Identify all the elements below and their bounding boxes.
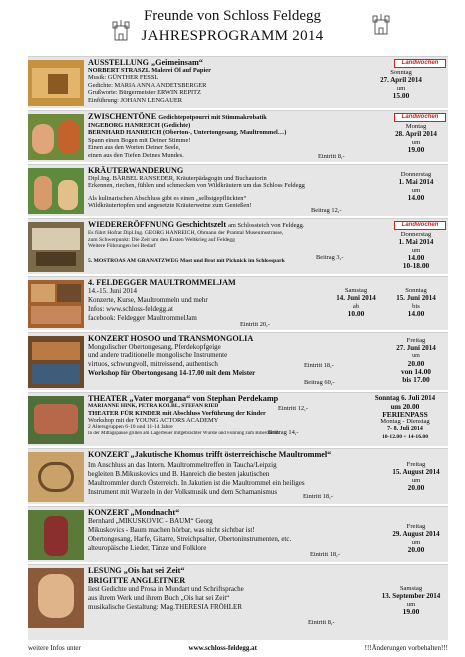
event-photo [28, 60, 84, 106]
event-photo [28, 222, 84, 272]
footer-info-label: weitere Infos unter [28, 644, 81, 652]
event-content: 4. FELDEGGER MAULTROMMELJAM 14.-15. Juni 2014 Konzerte, Kurse, Maultrommeln und mehr Infos: www.schloss-feldegg.at facebook: Feldegger MaultrommelJam [88, 277, 446, 330]
event-card [28, 164, 448, 216]
entry-fee: Eintritt 12,- [278, 405, 308, 412]
castle-crest-icon [336, 12, 426, 38]
event-photo [28, 396, 84, 444]
event-card [28, 110, 448, 162]
event-headline: LESUNG „Ois hat sei Zeit“ [88, 566, 185, 575]
entry-fee: Eintritt 18,- [310, 551, 340, 558]
event-datetime: Sonntag 6. Juli 2014 um 20.00 FERIENPASS Montag - Dienstag 7- 8. Juli 2014 10-12.00 + 14-16.00 [374, 394, 436, 440]
event-card [28, 332, 448, 390]
event-headline: WIEDERERÖFFNUNG Geschichtszelt am Schlossteich von Feldegg. [88, 220, 305, 229]
event-datetime: Samstag 13. September 2014 um 19.00 [381, 585, 441, 617]
event-datetime: Montag 28. April 2014 um 19.00 [395, 123, 437, 155]
event-photo [28, 568, 84, 628]
event-card [28, 276, 448, 330]
event-datetime: Freitag 15. August 2014 um 20.00 [392, 461, 440, 493]
event-card [28, 56, 448, 108]
event-headline: ZWISCHENTÖNE Gedichtepotpourri mit Stimmakrobatik [88, 112, 267, 121]
event-content: THEATER „Vater morgana“ von Stephan Perdekamp MARIANNE HINK, PETRA KÖLBL, STEFAN RIED THEATER FÜR KINDER mit Abschluss Vorführung der Kinder Workshop mit der YOUNG ACTORS ACADEMY 2 Altersgruppen 6-10 und 11-14 Jahre In der Mittagspause grillen am Lagerfeuer mitgebrachter Würste und Führung zum Biberdamm [88, 393, 446, 446]
entry-fee: Eintritt 8,- [308, 619, 335, 626]
event-content: KONZERT „Jakutische Khomus trifft österreichische Maultrommel“ Im Anschluss an das Intern. Maultrommeltreffen in Taucha/Leipzig begleiten B.Mikuskovics und B. Hanreich die besten jakutischen Maultrommler durch Österreich. In Jakutien ist die Maultrommel ein heiliges Instrument mit Wurzeln in der Volksmusik und dem Schamanismus [88, 449, 446, 504]
event-content: KONZERT „Mondnacht“ Bernhard „MIKUSKOVIC - BAUM“ Georg Mikuskovics - Baum machen hörbar, was nicht sichtbar ist! Obertongesang, Harfe, Gitarre, Streichpsalter, Obertoninstrumenten, etc. alteuropäische Lieder, Tänze und Folklore [88, 507, 446, 562]
event-photo [28, 168, 84, 214]
event-card [28, 392, 448, 446]
event-content: AUSSTELLUNG „Geimeinsam“ NORBERT STRASZL Malerei Öl auf Papier Musik: GÜNTHER FESSL Gedichte: MARIA ANNA ANDETSBERGER Grußworte: Bürgermeister ERWIN REPITZ Einführung: JOHANN LENGAUER [88, 57, 446, 108]
event-headline: KONZERT HOSOO und TRANSMONGOLIA [88, 334, 254, 343]
page-title: Freunde von Schloss Feldegg [143, 8, 322, 24]
event-headline: KONZERT „Jakutische Khomus trifft österreichische Maultrommel“ [88, 450, 332, 459]
landwochen-badge: Landwochen [394, 221, 446, 230]
workshop-fee: Beitrag 14,- [268, 429, 299, 436]
entry-fee: Eintritt 20,- [240, 321, 270, 328]
page-header [0, 0, 465, 54]
entry-fee: Eintritt 18,- [304, 362, 334, 369]
event-headline: KRÄUTERWANDERUNG [88, 166, 184, 175]
event-photo [28, 452, 84, 502]
event-card [28, 564, 448, 640]
event-headline: KONZERT „Mondnacht“ [88, 508, 180, 517]
landwochen-badge: Landwochen [394, 113, 446, 122]
event-datetime-saturday: Samstag 14. Juni 2014 ab 10.00 [336, 287, 376, 319]
event-datetime: Freitag 27. Juni 2014 um 20.00 von 14.00 bis 17.00 [396, 337, 436, 384]
event-content: KRÄUTERWANDERUNG Dipl.Ing. BÄRBEL RANSEDER, Kräuterpädagogin und Buchautorin Erkennen, riechen, fühlen und schmecken von Wildkräutern um das Schloss Feldegg Als kulinarischen Abschluss gibt es einen „selbstgepflückten“ Wildkräutertopfen und angesetzte Kräuterweine zum Genießen! [88, 165, 446, 216]
event-headline: 4. FELDEGGER MAULTROMMELJAM [88, 278, 236, 287]
event-card [28, 506, 448, 562]
event-content: WIEDERERÖFFNUNG Geschichtszelt am Schlossteich von Feldegg. Es führt Hofrat Dipl.Ing. GEORG HANREICH, Obmann der Pramtal Museumsstrasse, zum Schwerpunkt: Die Zeit um den Ersten Weltkrieg auf Feldegg Weitere Führungen bei Bedarf 5. MOSTROAS AM GRANATZWEG Most und Brot mit Picknick im Schlosspark [88, 219, 446, 274]
landwochen-badge: Landwochen [394, 59, 446, 68]
event-headline: THEATER „Vater morgana“ von Stephan Perdekamp [88, 394, 279, 403]
event-content: KONZERT HOSOO und TRANSMONGOLIA Mongolischer Obertongesang, Pferdekopfgeige und andere traditionelle mongolische Instrumente virtuos, schwungvoll, mitreissend, authentisch Workshop für Obertongesang 14-17.00 mit dem Meister [88, 333, 446, 390]
event-photo [28, 114, 84, 160]
event-photo [28, 280, 84, 328]
changes-notice: !!!Änderungen vorbehalten!!! [364, 644, 448, 652]
event-card [28, 218, 448, 274]
page-footer [28, 644, 448, 652]
entry-fee: Eintritt 18,- [303, 493, 333, 500]
entry-fee: Beitrag 12,- [311, 207, 342, 214]
event-photo [28, 336, 84, 388]
event-datetime: Donnerstag 1. Mai 2014 um 14.00 10-18.00 [398, 231, 434, 271]
event-datetime-sunday: Sonntag 15. Juni 2014 bis 14.00 [396, 287, 436, 319]
event-headline: AUSSTELLUNG „Geimeinsam“ [88, 58, 203, 67]
event-content: ZWISCHENTÖNE Gedichtepotpourri mit Stimmakrobatik INGEBORG HANREICH (Gedichte) BERNHARD HANREICH (Oberton-, Untertongesang, Maultrommel…) Spann einen Bogen mit Deiner Stimme! Einen aus den Worten Deiner Seele, einen aus den Tiefen Deines Mundes. [88, 111, 446, 162]
event-datetime: Freitag 29. August 2014 um 20.00 [392, 523, 440, 555]
website-link[interactable]: www.schloss-feldegg.at [188, 644, 257, 652]
workshop-fee: Beitrag 60,- [304, 379, 335, 386]
entry-fee: Eintritt 8,- [318, 153, 345, 160]
entry-fee: Beitrag 3,- [316, 254, 344, 261]
event-content: LESUNG „Ois hat sei Zeit“ BRIGITTE ANGLEITNER liest Gedichte und Prosa in Mundart und Schriftsprache aus ihrem Werk und ihrem Buch „Ois hat sei Zeit“ musikalische Gestaltung: Mag.THERESIA FRÖHLER [88, 565, 446, 640]
event-datetime: Donnerstag 1. Mai 2014 um 14.00 [398, 171, 434, 203]
event-card [28, 448, 448, 504]
page-subtitle: JAHRESPROGRAMM 2014 [141, 28, 324, 44]
event-datetime: Sonntag 27. April 2014 um 15.00 [380, 69, 422, 101]
event-photo [28, 510, 84, 560]
